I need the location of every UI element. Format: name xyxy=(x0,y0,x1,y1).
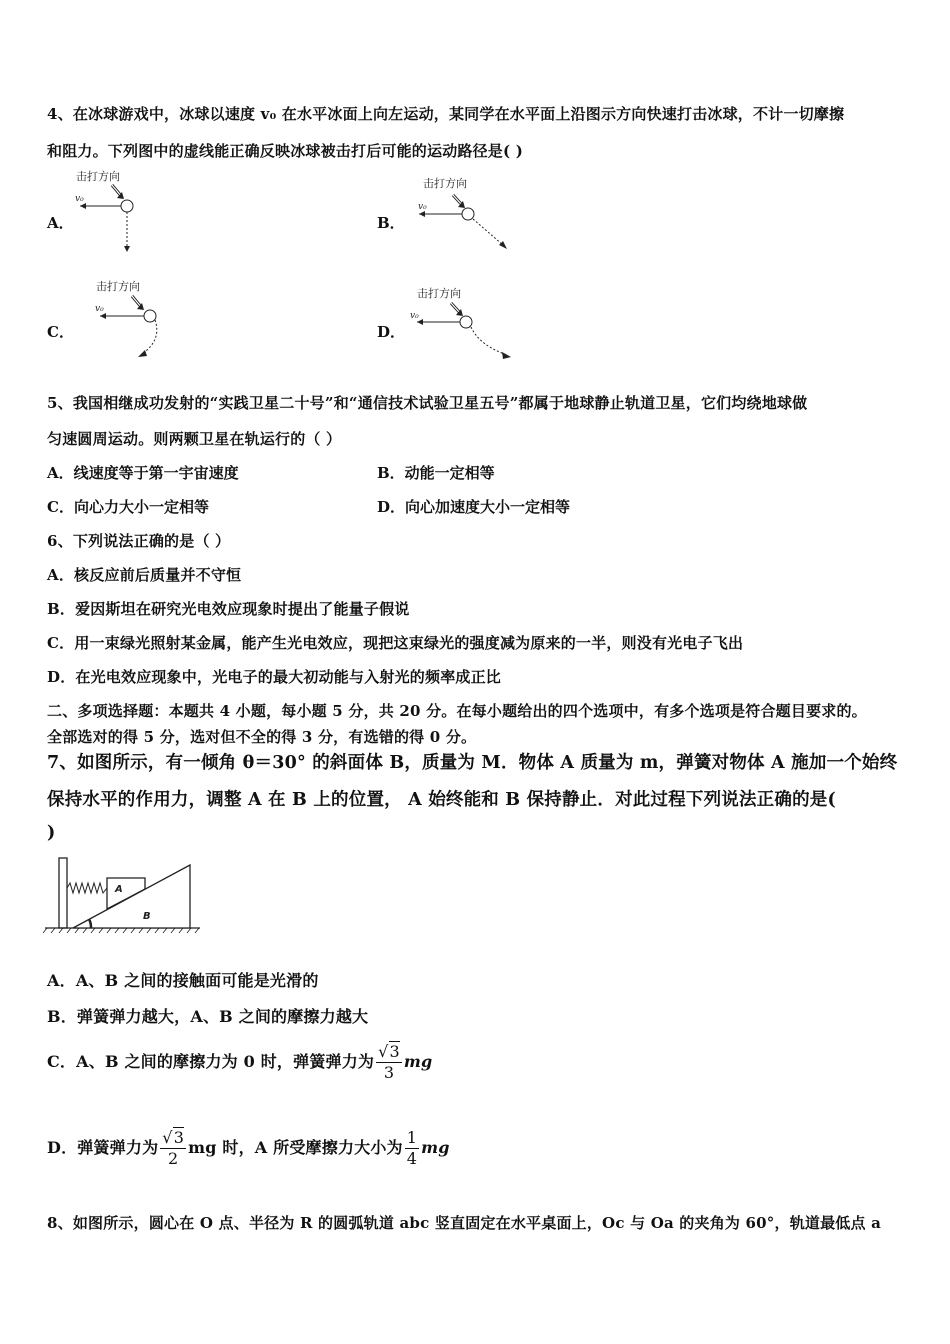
q6-option-c: C．用一束绿光照射某金属，能产生光电效应，现把这束绿光的强度减为原来的一半，则没有光电子飞出 xyxy=(47,634,744,652)
strike-direction-label: 击打方向 xyxy=(423,177,467,190)
q4-figure-d xyxy=(405,283,525,368)
q7-option-a: A．A、B 之间的接触面可能是光滑的 xyxy=(47,971,319,990)
q4-figure-a xyxy=(72,168,162,258)
velocity-label: v₀ xyxy=(95,304,104,314)
q6-stem: 6、下列说法正确的是（ ） xyxy=(47,532,231,550)
strike-direction-label: 击打方向 xyxy=(417,287,461,300)
velocity-label: v₀ xyxy=(418,202,427,212)
q5-option-c: C．向心力大小一定相等 xyxy=(47,498,209,516)
q7-stem-line1: 7、如图所示，有一倾角 θ＝30° 的斜面体 B，质量为 M．物体 A 质量为 m，弹簧对物体 A 施加一个始终 xyxy=(47,753,898,773)
q4-figure-b xyxy=(413,175,523,255)
q4-option-d-label: D． xyxy=(377,323,406,341)
q7-option-d: D．弹簧弹力为 $\frac{√3}{2}$ mg 时，A 所受摩擦力大小为 $\frac{1}{4}$ mg xyxy=(47,1128,450,1168)
incline-b-label: B xyxy=(143,911,151,922)
velocity-label: v₀ xyxy=(75,194,84,204)
q7-option-b: B．弹簧弹力越大，A、B 之间的摩擦力越大 xyxy=(47,1007,369,1026)
q7-option-c-text: C．A、B 之间的摩擦力为 0 时，弹簧弹力为 xyxy=(47,1052,375,1071)
fraction-1-over-4: $\frac{1}{4}$ xyxy=(406,1128,418,1168)
q7-figure-incline xyxy=(45,855,205,935)
fraction-sqrt3-over-2: $\frac{√3}{2}$ xyxy=(162,1128,185,1168)
q8-stem-line1: 8、如图所示，圆心在 O 点、半径为 R 的圆弧轨道 abc 竖直固定在水平桌面上，Oc 与 Oa 的夹角为 60°，轨道最低点 a xyxy=(47,1214,882,1232)
q7-stem-line3: ) xyxy=(47,823,56,843)
velocity-label: v₀ xyxy=(410,311,419,321)
fraction-sqrt3-over-3: $\frac{√3}{3}$ xyxy=(378,1042,400,1082)
q5-stem-line1: 5、我国相继成功发射的“实践卫星二十号”和“通信技术试验卫星五号”都属于地球静止轨道卫星，它们均绕地球做 xyxy=(47,394,808,412)
q6-option-a: A．核反应前后质量并不守恒 xyxy=(47,566,242,584)
q4-stem-line1: 4、在冰球游戏中，冰球以速度 v₀ 在水平冰面上向左运动，某同学在水平面上沿图示方向快速打击冰球，不计一切摩擦 xyxy=(47,105,845,123)
section2-heading-line2: 全部选对的得 5 分，选对但不全的得 3 分，有选错的得 0 分。 xyxy=(47,728,477,746)
strike-direction-label: 击打方向 xyxy=(76,170,120,183)
q7-option-c: C．A、B 之间的摩擦力为 0 时，弹簧弹力为 $\frac{√3}{3}$ mg xyxy=(47,1042,433,1082)
q7-stem-line2: 保持水平的作用力，调整 A 在 B 上的位置， A 始终能和 B 保持静止．对此过程下列说法正确的是( xyxy=(47,790,836,810)
q5-stem-line2: 匀速圆周运动。则两颗卫星在轨运行的（ ） xyxy=(47,430,342,448)
q4-option-b-label: B． xyxy=(377,214,405,232)
section2-heading-line1: 二、多项选择题：本题共 4 小题，每小题 5 分，共 20 分。在每小题给出的四个选项中，有多个选项是符合题目要求的。 xyxy=(47,702,867,720)
q5-option-b: B．动能一定相等 xyxy=(377,464,495,482)
q4-figure-c xyxy=(92,278,182,368)
q6-option-b: B．爱因斯坦在研究光电效应现象时提出了能量子假说 xyxy=(47,600,410,618)
q4-option-c-label: C． xyxy=(47,323,74,341)
q5-option-d: D．向心加速度大小一定相等 xyxy=(377,498,571,516)
block-a-label: A xyxy=(115,884,123,895)
q6-option-d: D．在光电效应现象中，光电子的最大初动能与入射光的频率成正比 xyxy=(47,668,502,686)
q4-stem-line2: 和阻力。下列图中的虚线能正确反映冰球被击打后可能的运动路径是( ) xyxy=(47,142,524,160)
strike-direction-label: 击打方向 xyxy=(96,280,140,293)
q5-option-a: A．线速度等于第一宇宙速度 xyxy=(47,464,239,482)
q4-option-a-label: A． xyxy=(47,214,74,232)
